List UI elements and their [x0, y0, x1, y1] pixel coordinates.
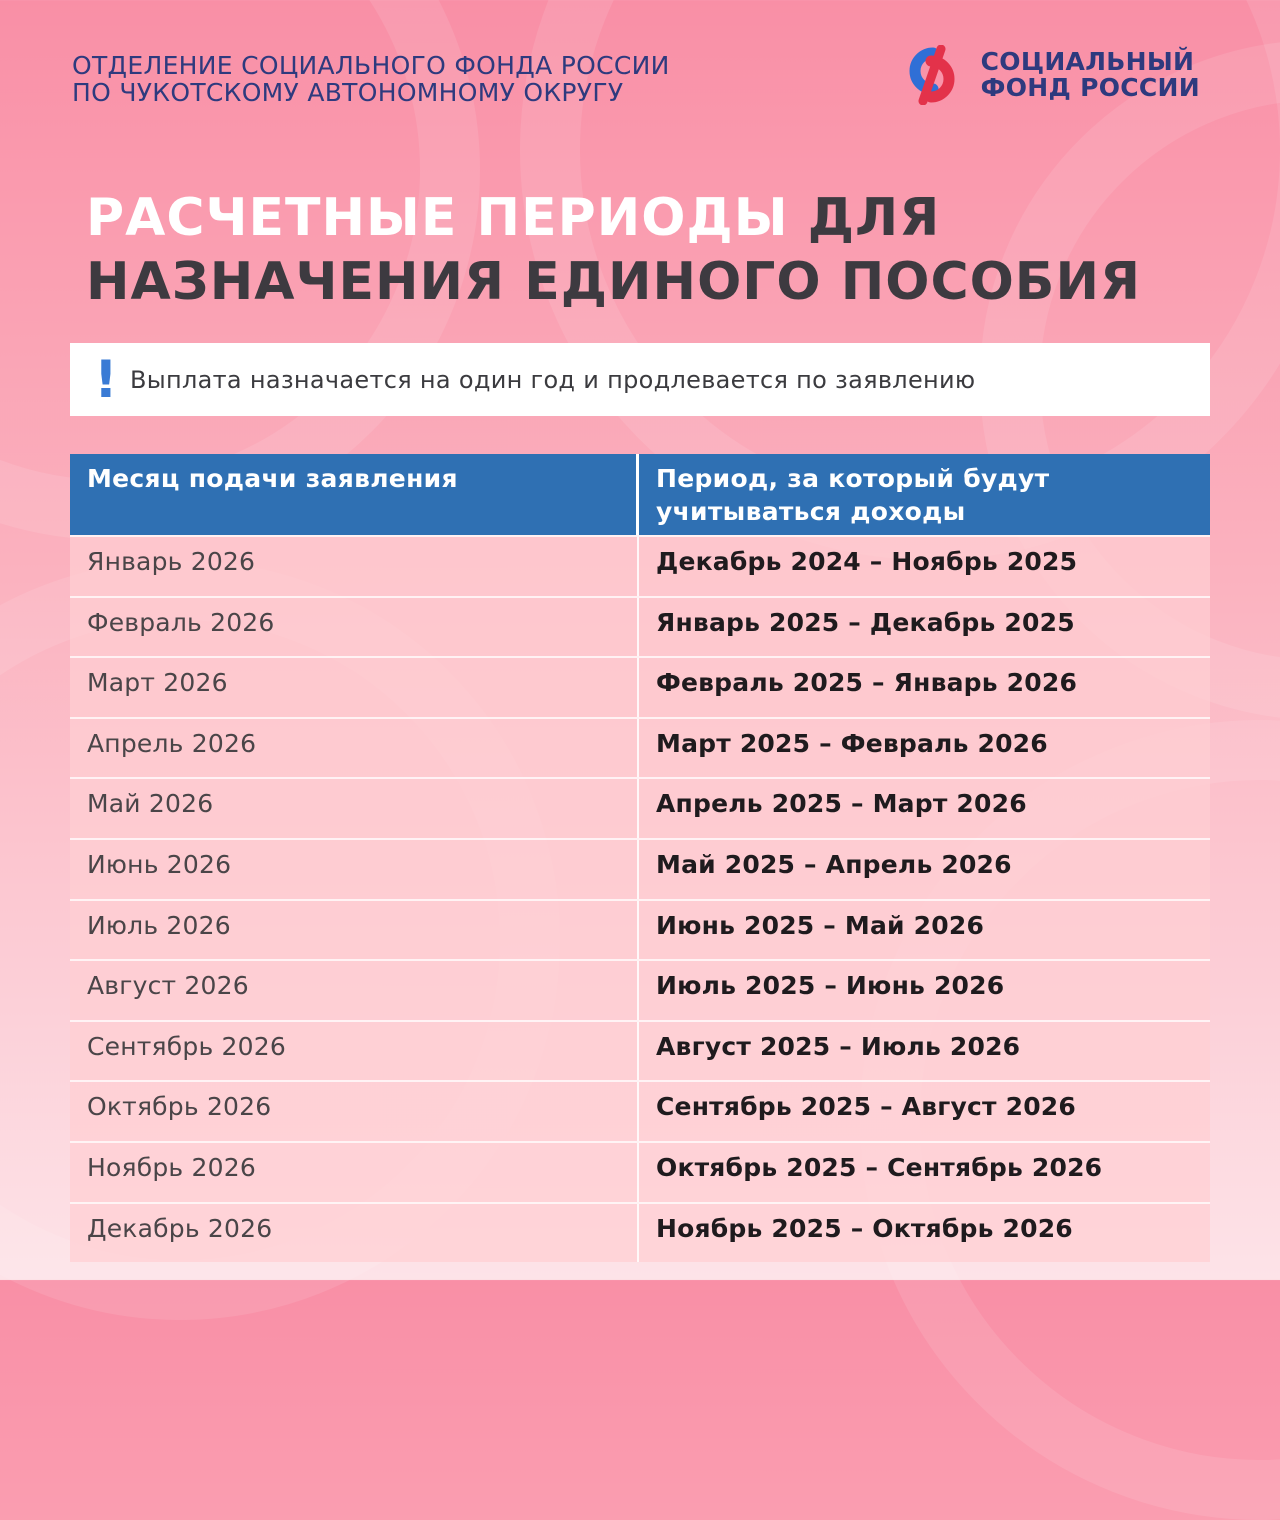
- organization-name-line2: ПО ЧУКОТСКОМУ АВТОНОМНОМУ ОКРУГУ: [72, 78, 624, 107]
- page-title-highlight: РАСЧЕТНЫЕ ПЕРИОДЫ: [86, 188, 789, 248]
- month-cell: Сентябрь 2026: [70, 1022, 639, 1081]
- month-cell: Апрель 2026: [70, 719, 639, 778]
- month-cell: Июль 2026: [70, 901, 639, 960]
- table-row: [70, 1080, 1210, 1141]
- periods-table: [70, 454, 1210, 1262]
- period-cell: Январь 2025 – Декабрь 2025: [656, 607, 1075, 637]
- page-title: [86, 186, 1141, 314]
- notice-banner: [70, 343, 1210, 416]
- table-body: [70, 535, 1210, 1262]
- period-cell: Апрель 2025 – Март 2026: [656, 789, 1027, 819]
- table-row: [70, 596, 1210, 657]
- period-cell: Июль 2025 – Июнь 2026: [656, 971, 1005, 1001]
- logo-text: [981, 49, 1200, 101]
- exclamation-icon: !: [94, 349, 118, 410]
- period-cell: Июнь 2025 – Май 2026: [656, 910, 985, 940]
- month-cell: Март 2026: [70, 658, 639, 717]
- page-title-line2: НАЗНАЧЕНИЯ ЕДИНОГО ПОСОБИЯ: [86, 252, 1142, 312]
- table-row: [70, 535, 1210, 596]
- month-cell: Июнь 2026: [70, 840, 639, 899]
- logo-text-line1: СОЦИАЛЬНЫЙ: [980, 47, 1195, 76]
- period-cell: Ноябрь 2025 – Октябрь 2026: [656, 1213, 1073, 1243]
- column-header-period: Период, за который будут учитываться доходы: [656, 464, 1050, 526]
- organization-name: [72, 52, 670, 106]
- month-cell: Январь 2026: [70, 537, 639, 596]
- period-cell: Октябрь 2025 – Сентябрь 2026: [656, 1152, 1103, 1182]
- period-cell: Март 2025 – Февраль 2026: [656, 728, 1048, 758]
- month-cell: Декабрь 2026: [70, 1204, 639, 1263]
- table-row: [70, 1141, 1210, 1202]
- period-cell: Май 2025 – Апрель 2026: [656, 849, 1012, 879]
- table-row: [70, 717, 1210, 778]
- page-title-line1: [86, 186, 1141, 250]
- month-cell: Ноябрь 2026: [70, 1143, 639, 1202]
- period-cell: Сентябрь 2025 – Август 2026: [656, 1092, 1076, 1122]
- page-title-rest: ДЛЯ: [807, 188, 941, 248]
- table-row: [70, 777, 1210, 838]
- table-row: [70, 656, 1210, 717]
- logo-text-line2: ФОНД РОССИИ: [980, 73, 1200, 102]
- sfr-logo: [897, 45, 1200, 105]
- month-cell: Февраль 2026: [70, 598, 639, 657]
- table-row: [70, 1202, 1210, 1263]
- period-cell: Декабрь 2024 – Ноябрь 2025: [656, 547, 1078, 576]
- table-row: [70, 1020, 1210, 1081]
- table-row: [70, 838, 1210, 899]
- sfr-logo-icon: [897, 45, 969, 105]
- table-header: [70, 454, 1210, 535]
- notice-text: Выплата назначается на один год и продлевается по заявлению: [130, 365, 976, 394]
- table-row: [70, 959, 1210, 1020]
- column-header-month: Месяц подачи заявления: [70, 454, 639, 535]
- period-cell: Февраль 2025 – Январь 2026: [656, 668, 1078, 698]
- month-cell: Май 2026: [70, 779, 639, 838]
- period-cell: Август 2025 – Июль 2026: [656, 1031, 1021, 1061]
- table-row: [70, 899, 1210, 960]
- month-cell: Август 2026: [70, 961, 639, 1020]
- organization-name-line1: ОТДЕЛЕНИЕ СОЦИАЛЬНОГО ФОНДА РОССИИ: [72, 51, 670, 80]
- month-cell: Октябрь 2026: [70, 1082, 639, 1141]
